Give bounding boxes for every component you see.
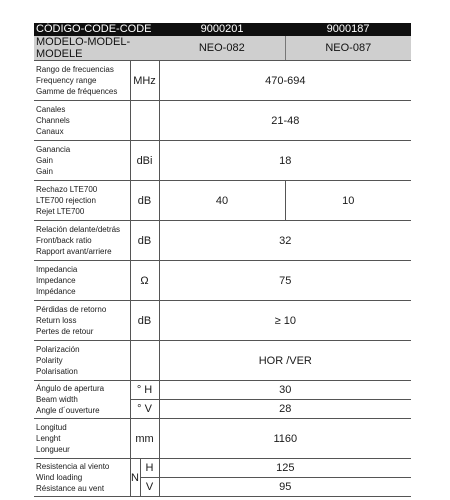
beam-value-h: 30: [159, 381, 411, 400]
impedance-label: Impedancia Impedance Impédance: [34, 261, 130, 301]
gain-value: 18: [159, 141, 411, 181]
wind-value-h: 125: [159, 459, 411, 478]
return-loss-unit: dB: [130, 301, 159, 341]
beam-unit-v: ° V: [130, 400, 159, 419]
polarisation-unit: [130, 341, 159, 381]
channels-unit: [130, 101, 159, 141]
polarisation-row: [34, 341, 411, 381]
return-loss-row: [34, 301, 411, 341]
lte-value-b: 10: [285, 181, 411, 221]
channels-value: 21-48: [159, 101, 411, 141]
wind-sub-h: H: [140, 459, 159, 478]
lte-unit: dB: [130, 181, 159, 221]
front-back-label: Relación delante/detrás Front/back ratio Rapport avant/arriere: [34, 221, 130, 261]
spec-table: [34, 23, 411, 497]
front-back-value: 32: [159, 221, 411, 261]
front-back-unit: dB: [130, 221, 159, 261]
model-row: [34, 36, 411, 61]
return-loss-label: Pérdidas de retorno Return loss Pertes de retour: [34, 301, 130, 341]
gain-label: Ganancia Gain Gain: [34, 141, 130, 181]
polarisation-label: Polarización Polarity Polarisation: [34, 341, 130, 381]
frequency-value: 470-694: [159, 61, 411, 101]
gain-unit: dBi: [130, 141, 159, 181]
wind-row-h: [34, 459, 411, 478]
channels-label: Canales Channels Canaux: [34, 101, 130, 141]
beam-value-v: 28: [159, 400, 411, 419]
beam-unit-h: ° H: [130, 381, 159, 400]
code-label: CÓDIGO-CODE-CODE: [34, 23, 159, 36]
model-b: NEO-087: [285, 36, 411, 61]
polarisation-value: HOR /VER: [159, 341, 411, 381]
frequency-row: [34, 61, 411, 101]
impedance-unit: Ω: [130, 261, 159, 301]
model-label: MODELO-MODEL-MODELE: [34, 36, 159, 61]
length-row: [34, 419, 411, 459]
beam-label: Ángulo de apertura Beam width Angle d´ouverture: [34, 381, 130, 419]
length-unit: mm: [130, 419, 159, 459]
impedance-row: [34, 261, 411, 301]
impedance-value: 75: [159, 261, 411, 301]
frequency-label: Rango de frecuencias Frequency range Gamme de fréquences: [34, 61, 130, 101]
length-label: Longitud Lenght Longueur: [34, 419, 130, 459]
model-a: NEO-082: [159, 36, 285, 61]
lte-row: [34, 181, 411, 221]
lte-label: Rechazo LTE700 LTE700 rejection Rejet LTE700: [34, 181, 130, 221]
wind-unit: N: [130, 459, 140, 497]
length-value: 1160: [159, 419, 411, 459]
frequency-unit: MHz: [130, 61, 159, 101]
wind-sub-v: V: [140, 478, 159, 497]
code-row: [34, 23, 411, 36]
code-b: 9000187: [285, 23, 411, 36]
code-a: 9000201: [159, 23, 285, 36]
return-loss-value: ≥ 10: [159, 301, 411, 341]
gain-row: [34, 141, 411, 181]
channels-row: [34, 101, 411, 141]
front-back-row: [34, 221, 411, 261]
lte-value-a: 40: [159, 181, 285, 221]
beam-row-h: [34, 381, 411, 400]
wind-label: Resistencia al viento Wind loading Résistance au vent: [34, 459, 130, 497]
wind-value-v: 95: [159, 478, 411, 497]
